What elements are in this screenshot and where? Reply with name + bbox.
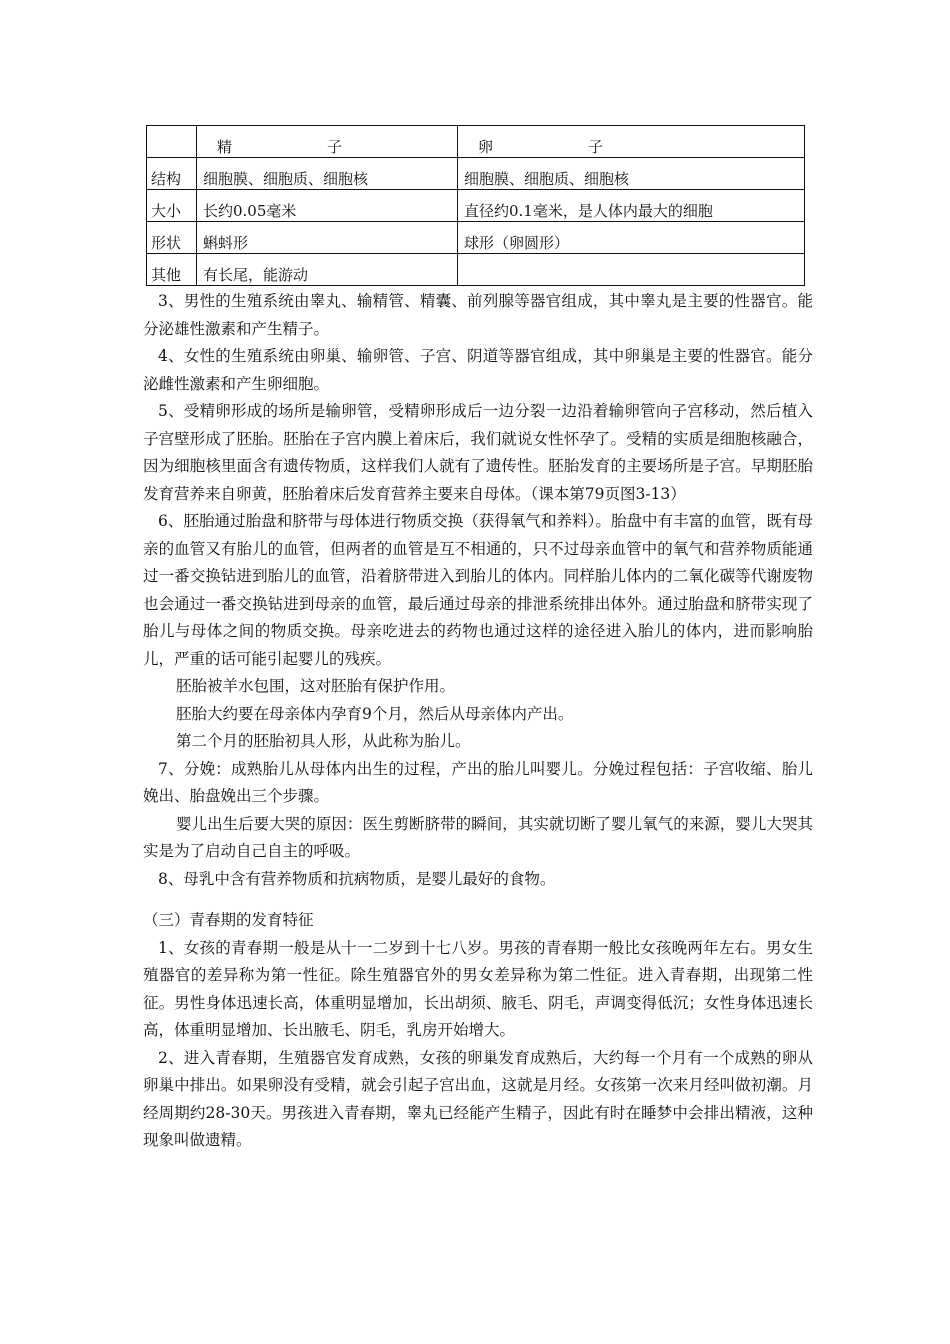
table-row: [147, 254, 805, 286]
table-row: [147, 158, 805, 190]
paragraph-4: 4、女性的生殖系统由卵巢、输卵管、子宫、阴道等器官组成，其中卵巢是主要的性器官。能分泌雌性激素和产生卵细胞。: [143, 347, 813, 393]
section-heading-puberty: （三）青春期的发育特征: [143, 911, 314, 929]
paragraph-8: 8、母乳中含有营养物质和抗病物质，是婴儿最好的食物。: [158, 869, 556, 888]
row-label-shape: 形状: [147, 222, 197, 254]
cell-egg-other: [458, 254, 805, 286]
paragraph-6: 6、胚胎通过胎盘和脐带与母体进行物质交换（获得氧气和养料）。胎盘中有丰富的血管，既有母亲的血管又有胎儿的血管，但两者的血管是互不相通的，只不过母亲血管中的氧气和营养物质能通过一番交换钻进到胎儿的血管，沿着脐带进入到胎儿的体内。同样胎儿体内的二氧化碳等代谢废物也会通过一番交换钻进到母亲的血管，最后通过母亲的排泄系统排出体外。通过胎盘和脐带实现了胎儿与母体之间的物质交换。母亲吃进去的药物也通过这样的途径进入胎儿的体内，进而影响胎儿，严重的话可能引起婴儿的残疾。: [143, 512, 813, 668]
table-header-egg: [458, 126, 805, 158]
cell-egg-size: 直径约0.1毫米，是人体内最大的细胞: [458, 190, 805, 222]
paragraph-puberty-1: 1、女孩的青春期一般是从十一二岁到十七八岁。男孩的青春期一般比女孩晚两年左右。男女生殖器官的差异称为第一性征。除生殖器官外的男女差异称为第二性征。进入青春期，出现第二性征。男性身体迅速长高，体重明显增加，长出胡须、腋毛、阴毛，声调变得低沉；女性身体迅速长高，体重明显增加、长出腋毛、阴毛，乳房开始增大。: [143, 938, 813, 1039]
paragraph-7: 7、分娩：成熟胎儿从母体内出生的过程，产出的胎儿叫婴儿。分娩过程包括：子宫收缩、胎儿娩出、胎盘娩出三个步骤。: [143, 759, 813, 805]
cell-sperm-other: 有长尾，能游动: [197, 254, 458, 286]
table-header-row: [147, 126, 805, 158]
paragraph-5: 5、受精卵形成的场所是输卵管，受精卵形成后一边分裂一边沿着输卵管向子宫移动，然后植入子宫壁形成了胚胎。胚胎在子宫内膜上着床后，我们就说女性怀孕了。受精的实质是细胞核融合，因为细胞核里面含有遗传物质，这样我们人就有了遗传性。胚胎发育的主要场所是子宫。早期胚胎发育营养来自卵黄，胚胎着床后发育营养主要来自母体。（课本第79页图3-13）: [143, 402, 813, 503]
body-text: [143, 288, 813, 1155]
table-row: [147, 222, 805, 254]
header-sperm-char-1: 精: [217, 138, 233, 156]
row-label-other: 其他: [147, 254, 197, 286]
cell-egg-shape: 球形（卵圆形）: [458, 222, 805, 254]
paragraph-6-gestation: 胚胎大约要在母亲体内孕育9个月，然后从母亲体内产出。: [176, 704, 574, 723]
cell-sperm-shape: 蝌蚪形: [197, 222, 458, 254]
table-header-empty-cell: [147, 126, 197, 158]
table-row: [147, 190, 805, 222]
cell-sperm-size: 长约0.05毫米: [197, 190, 458, 222]
paragraph-6-fetus: 第二个月的胚胎初具人形，从此称为胎儿。: [176, 732, 471, 750]
paragraph-7-crying: 婴儿出生后要大哭的原因：医生剪断脐带的瞬间，其实就切断了婴儿氧气的来源，婴儿大哭其实是为了启动自己自主的呼吸。: [143, 814, 813, 860]
table-header-sperm: [197, 126, 458, 158]
sperm-egg-comparison-table: [146, 125, 805, 286]
cell-sperm-structure: 细胞膜、细胞质、细胞核: [197, 158, 458, 190]
row-label-size: 大小: [147, 190, 197, 222]
row-label-structure: 结构: [147, 158, 197, 190]
paragraph-6-amniotic: 胚胎被羊水包围，这对胚胎有保护作用。: [176, 677, 456, 695]
cell-egg-structure: 细胞膜、细胞质、细胞核: [458, 158, 805, 190]
paragraph-puberty-2: 2、进入青春期，生殖器官发育成熟，女孩的卵巢发育成熟后，大约每一个月有一个成熟的卵从卵巢中排出。如果卵没有受精，就会引起子宫出血，这就是月经。女孩第一次来月经叫做初潮。月经周期约28-30天。男孩进入青春期，睾丸已经能产生精子，因此有时在睡梦中会排出精液，这种现象叫做遗精。: [143, 1048, 813, 1149]
header-egg-char-1: 卵: [478, 138, 494, 156]
header-egg-char-2: 子: [588, 138, 604, 156]
header-sperm-char-2: 子: [327, 138, 343, 156]
paragraph-3: 3、男性的生殖系统由睾丸、输精管、精囊、前列腺等器官组成，其中睾丸是主要的性器官。能分泌雄性激素和产生精子。: [143, 292, 813, 338]
